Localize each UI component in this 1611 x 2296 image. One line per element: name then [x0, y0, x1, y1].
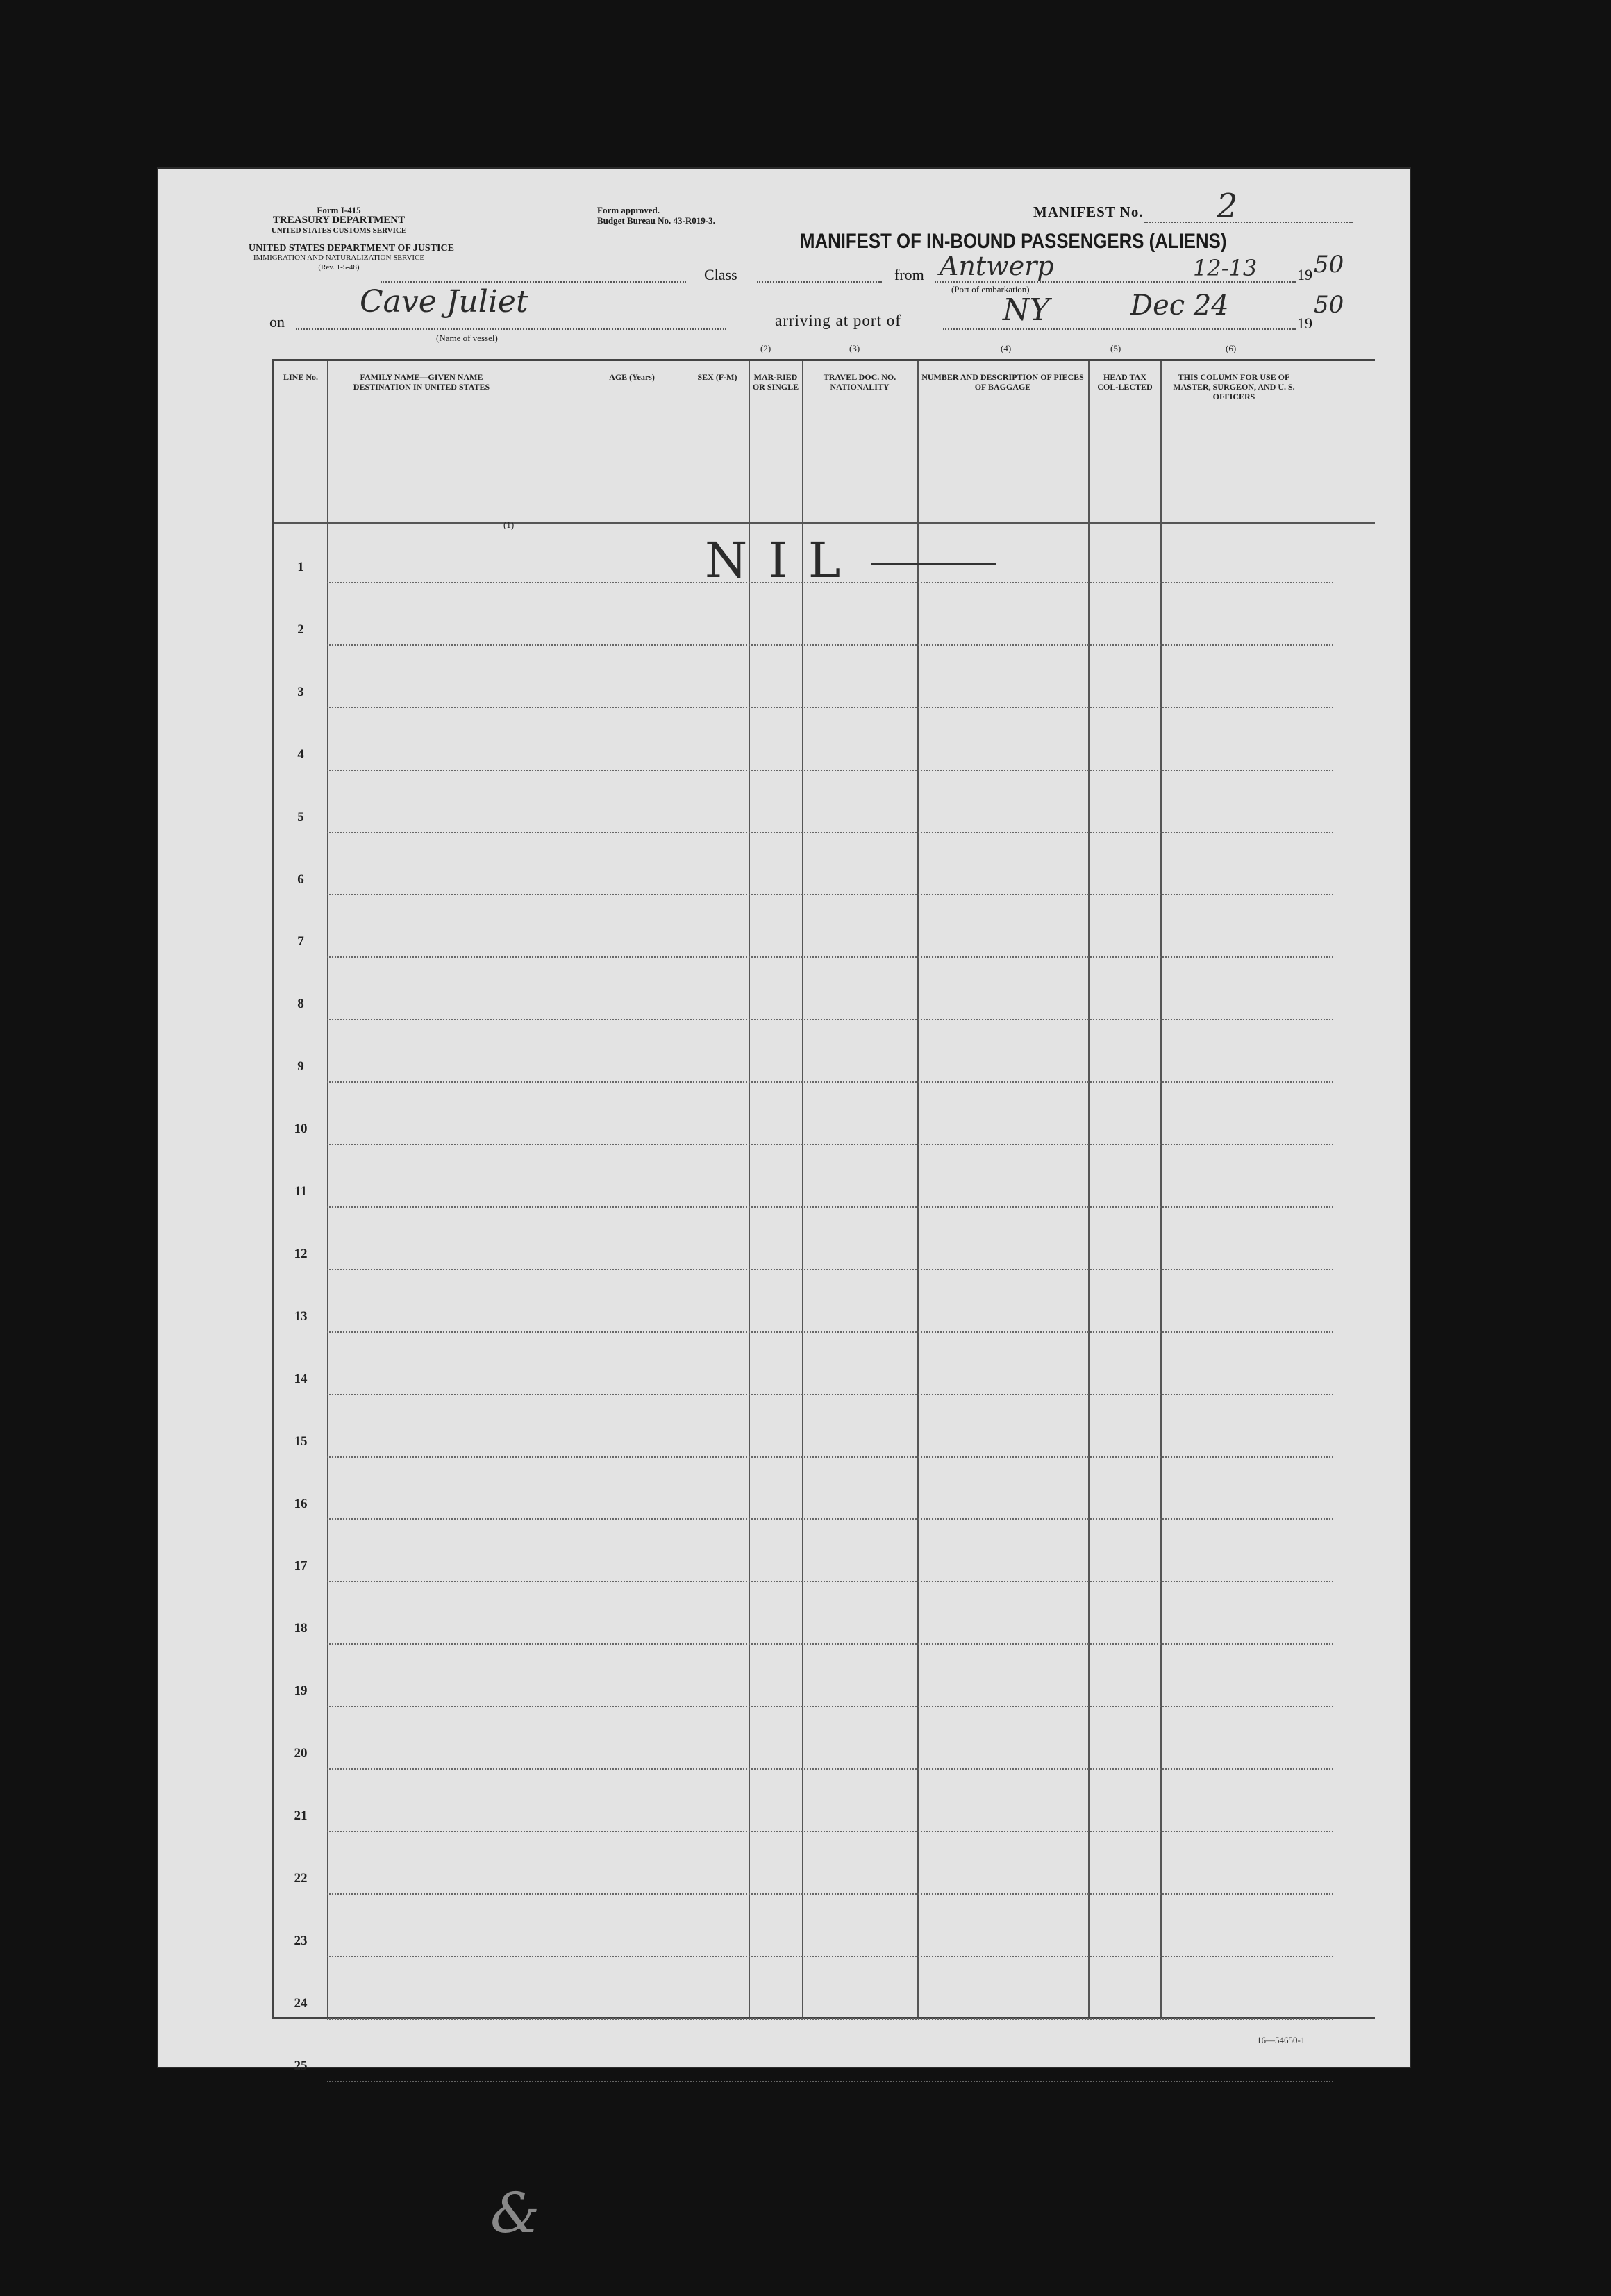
- header-officers: THIS COLUMN FOR USE OF MASTER, SURGEON, AND U. S. OFFICERS: [1173, 372, 1295, 401]
- table-row: [327, 1144, 1333, 1145]
- class-field: [757, 281, 882, 283]
- from-date-value: 12-13: [1193, 255, 1258, 281]
- table-row: [327, 832, 1333, 833]
- from-label: from: [894, 266, 924, 283]
- table-row: [327, 1206, 1333, 1208]
- row-number: 18: [294, 1621, 308, 1636]
- customs-service: UNITED STATES CUSTOMS SERVICE: [271, 226, 407, 235]
- header-travel-doc: TRAVEL DOC. NO. NATIONALITY: [823, 372, 896, 392]
- class-line-left: [381, 281, 686, 283]
- vessel-field: [296, 328, 726, 330]
- arriving-port-field: [943, 328, 1296, 330]
- row-number: 22: [294, 1870, 308, 1886]
- table-row: [327, 644, 1333, 646]
- justice-department: UNITED STATES DEPARTMENT OF JUSTICE: [249, 243, 454, 253]
- from-port-value: Antwerp: [940, 251, 1054, 281]
- manifest-no-label: MANIFEST No.: [1033, 203, 1144, 220]
- column-number: (3): [849, 343, 860, 353]
- column-number: (1): [503, 519, 515, 530]
- row-number: 25: [294, 2058, 308, 2073]
- column-number: (4): [1001, 343, 1012, 353]
- table-row: [327, 1706, 1333, 1707]
- vessel-value: Cave Juliet: [360, 284, 528, 319]
- port-embarkation-label: (Port of embarkation): [951, 284, 1030, 294]
- table-row: [327, 1331, 1333, 1333]
- nil-entry: NIL: [705, 532, 862, 589]
- page-title: MANIFEST OF IN-BOUND PASSENGERS (ALIENS): [800, 230, 1227, 253]
- arriving-year-prefix: 19: [1297, 315, 1312, 332]
- row-number: 12: [294, 1246, 308, 1261]
- table-row: [327, 707, 1333, 708]
- table-row: [327, 1019, 1333, 1020]
- row-number: 16: [294, 1496, 308, 1511]
- header-name: FAMILY NAME—GIVEN NAME DESTINATION IN UNITED STATES: [353, 372, 490, 392]
- column-number: (6): [1226, 343, 1237, 353]
- row-number: 13: [294, 1308, 308, 1324]
- table-row: [327, 1831, 1333, 1832]
- department-name: TREASURY DEPARTMENT: [272, 215, 406, 226]
- header-baggage: NUMBER AND DESCRIPTION OF PIECES OF BAGGAGE: [921, 372, 1084, 392]
- arriving-date-value: Dec 24: [1130, 290, 1229, 322]
- table-row: [327, 2081, 1333, 2082]
- row-number: 24: [294, 1995, 308, 2011]
- form-footer-code: 16—54650-1: [1257, 2035, 1305, 2045]
- row-number: 10: [294, 1122, 308, 1137]
- row-number: 4: [297, 747, 304, 762]
- table-row: [327, 1269, 1333, 1270]
- table-row: [327, 894, 1333, 895]
- header-married: MAR-RIED OR SINGLE: [752, 372, 799, 392]
- row-number: 21: [294, 1808, 308, 1823]
- row-number: 5: [297, 809, 304, 824]
- revision-date: (Rev. 1-5-48): [318, 263, 360, 272]
- class-label: Class: [704, 266, 737, 283]
- row-number: 15: [294, 1433, 308, 1449]
- table-row: [327, 1768, 1333, 1770]
- form-approved: Form approved.: [597, 205, 660, 215]
- manifest-no-value: 2: [1217, 187, 1238, 226]
- from-field: [935, 281, 1296, 283]
- row-number: 9: [297, 1059, 304, 1074]
- header-age: AGE (Years): [609, 372, 655, 382]
- arriving-label: arriving at port of: [775, 312, 901, 329]
- row-number: 23: [294, 1933, 308, 1948]
- row-number: 11: [294, 1184, 307, 1199]
- table-row: [327, 582, 1333, 583]
- on-label: on: [269, 313, 285, 331]
- table-row: [327, 2018, 1333, 2020]
- row-number: 8: [297, 997, 304, 1012]
- vessel-label: (Name of vessel): [436, 333, 498, 343]
- budget-bureau: Budget Bureau No. 43-R019-3.: [597, 215, 715, 226]
- header-line-no: LINE No.: [283, 372, 318, 382]
- table-row: [327, 956, 1333, 958]
- table-row: [327, 1956, 1333, 1957]
- table-row: [327, 1893, 1333, 1895]
- header-sex: SEX (F-M): [697, 372, 737, 382]
- arriving-year-value: 50: [1314, 291, 1344, 319]
- form-id: Form I-415: [317, 205, 361, 215]
- ins-service: IMMIGRATION AND NATURALIZATION SERVICE: [253, 253, 425, 262]
- row-number: 19: [294, 1683, 308, 1699]
- nil-strike-line: [871, 563, 996, 565]
- from-year-value: 50: [1314, 251, 1344, 278]
- row-number: 20: [294, 1746, 308, 1761]
- table-row: [327, 1643, 1333, 1645]
- bottom-signature-mark: &: [490, 2181, 540, 2245]
- manifest-sheet: [158, 169, 1410, 2073]
- table-row: [327, 1518, 1333, 1520]
- row-number: 7: [297, 934, 304, 949]
- from-year-prefix: 19: [1297, 266, 1312, 283]
- row-number: 17: [294, 1558, 308, 1574]
- column-number: (5): [1110, 343, 1121, 353]
- table-row: [327, 770, 1333, 771]
- column-number: (2): [760, 343, 771, 353]
- table-row: [327, 1581, 1333, 1582]
- row-number: 2: [297, 622, 304, 637]
- arriving-port-value: NY: [1003, 292, 1050, 328]
- row-number: 1: [297, 560, 304, 574]
- header-head-tax: HEAD TAX COL-LECTED: [1097, 372, 1153, 392]
- table-row: [327, 1394, 1333, 1395]
- table-row: [327, 1456, 1333, 1458]
- header-separator: [274, 522, 1375, 524]
- table-row: [327, 1081, 1333, 1083]
- manifest-no-line: [1144, 222, 1353, 223]
- row-number: 14: [294, 1371, 308, 1386]
- row-number: 3: [297, 684, 304, 699]
- row-number: 6: [297, 872, 304, 887]
